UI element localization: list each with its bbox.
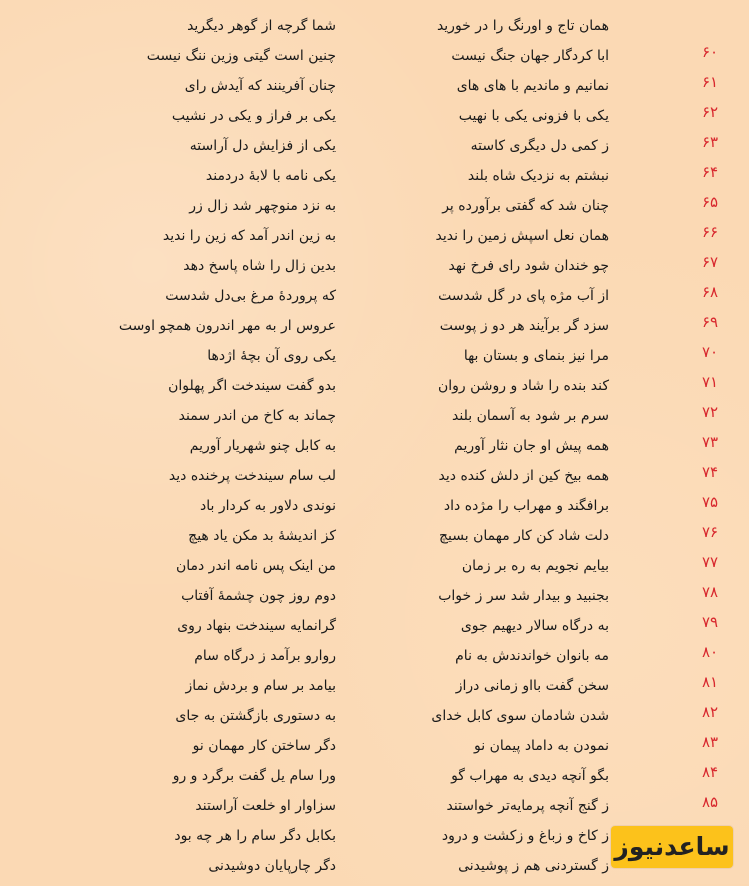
verse-number: ۸۴ — [701, 763, 719, 781]
first-hemistich: روارو برآمد ز درگاه سام — [194, 648, 336, 664]
second-hemistich: شدن شادمان سوی کابل خدای — [431, 708, 609, 724]
verse-number: ۸۰ — [701, 643, 719, 661]
verse-row — [0, 103, 749, 136]
second-hemistich: همه پیش او جان نثار آوریم — [454, 438, 609, 454]
second-hemistich: مه بانوان خواندندش به نام — [455, 648, 609, 664]
verse-row — [0, 16, 749, 46]
verse-number: ۷۷ — [701, 553, 719, 571]
verse-number: ۷۶ — [701, 523, 719, 541]
verse-number: ۶۵ — [701, 193, 719, 211]
verse-number: ۶۷ — [701, 253, 719, 271]
second-hemistich: ز گستردنی هم ز پوشیدنی — [458, 858, 609, 874]
first-hemistich: یکی روی آن بچهٔ اژدها — [207, 348, 336, 364]
first-hemistich: به کابل چنو شهریار آوریم — [189, 438, 336, 454]
verse-row — [0, 523, 749, 556]
second-hemistich: سرم بر شود به آسمان بلند — [452, 408, 609, 424]
verse-row — [0, 343, 749, 376]
verse-row — [0, 133, 749, 166]
second-hemistich: ابا کردگار جهان جنگ نیست — [451, 48, 609, 64]
verse-number: ۶۲ — [701, 103, 719, 121]
first-hemistich: کز اندیشهٔ بد مکن یاد هیچ — [188, 528, 336, 544]
second-hemistich: نمانیم و ماندیم با های های — [456, 78, 609, 94]
second-hemistich: بگو آنچه دیدی به مهراب گو — [451, 768, 609, 784]
verse-row — [0, 163, 749, 196]
verse-row — [0, 553, 749, 586]
verse-number: ۸۲ — [701, 703, 719, 721]
verse-number: ۸۳ — [701, 733, 719, 751]
second-hemistich: ز کاخ و زباغ و زکشت و درود — [441, 828, 609, 844]
verse-row — [0, 793, 749, 826]
verse-row — [0, 673, 749, 706]
verse-number: ۶۰ — [701, 43, 719, 61]
verse-row — [0, 583, 749, 616]
verse-number: ۷۹ — [701, 613, 719, 631]
verse-number: ۶۸ — [701, 283, 719, 301]
verse-number: ۶۴ — [701, 163, 719, 181]
first-hemistich: چنان آفرینند که آیدش رای — [184, 78, 336, 94]
first-hemistich: چماند به کاخ من اندر سمند — [178, 408, 336, 424]
second-hemistich: نبشتم به نزدیک شاه بلند — [467, 168, 609, 184]
second-hemistich: از آب مژه پای در گل شدست — [438, 288, 609, 304]
verse-row — [0, 493, 749, 526]
verse-number: ۷۱ — [701, 373, 719, 391]
first-hemistich: به نزد منوچهر شد زال زر — [189, 198, 336, 214]
verse-row — [0, 313, 749, 346]
first-hemistich: عروس ار به مهر اندرون همچو اوست — [118, 318, 336, 334]
first-hemistich: بیامد بر سام و بردش نماز — [185, 678, 336, 694]
verse-row — [0, 433, 749, 466]
first-hemistich: دگر ساختن کار مهمان نو — [192, 738, 336, 754]
verse-number: ۷۳ — [701, 433, 719, 451]
first-hemistich: شما گرچه از گوهر دیگرید — [187, 18, 336, 34]
first-hemistich: دوم روز چون چشمهٔ آفتاب — [181, 588, 336, 604]
verse-number: ۷۴ — [701, 463, 719, 481]
second-hemistich: یکی با فزونی یکی با نهیب — [458, 108, 609, 124]
second-hemistich: ز کمی دل دیگری کاسته — [470, 138, 609, 154]
verse-row — [0, 193, 749, 226]
first-hemistich: دگر چارپایان دوشیدنی — [208, 858, 336, 874]
verse-row — [0, 73, 749, 106]
verse-number: ۶۱ — [701, 73, 719, 91]
second-hemistich: چو خندان شود رای فرخ نهد — [448, 258, 609, 274]
first-hemistich: سزاوار او خلعت آراستند — [195, 798, 336, 814]
first-hemistich: به زین اندر آمد که زین را ندید — [162, 228, 336, 244]
logo-text: ساعدنیوز — [614, 832, 730, 861]
second-hemistich: بیایم نجویم به ره بر زمان — [461, 558, 609, 574]
verse-number: ۶۶ — [701, 223, 719, 241]
verse-row — [0, 703, 749, 736]
second-hemistich: برافگند و مهراب را مژده داد — [443, 498, 609, 514]
verse-row — [0, 763, 749, 796]
verse-row — [0, 733, 749, 766]
verse-row — [0, 373, 749, 406]
verse-number: ۷۲ — [701, 403, 719, 421]
verse-number: ۷۰ — [701, 343, 719, 361]
second-hemistich: همان تاج و اورنگ را در خورید — [436, 18, 609, 34]
second-hemistich: کند بنده را شاد و روشن روان — [438, 378, 609, 394]
verse-number: ۸۱ — [701, 673, 719, 691]
first-hemistich: گرانمایه سیندخت بنهاد روی — [177, 618, 336, 634]
first-hemistich: من اینک پس نامه اندر دمان — [175, 558, 336, 574]
second-hemistich: بجنبید و بیدار شد سر ز خواب — [438, 588, 609, 604]
second-hemistich: ز گنج آنچه پرمایه‌تر خواستند — [446, 798, 609, 814]
first-hemistich: بکابل دگر سام را هر چه بود — [174, 828, 336, 844]
first-hemistich: به دستوری بازگشتن به جای — [175, 708, 336, 724]
first-hemistich: بدو گفت سیندخت اگر پهلوان — [168, 378, 336, 394]
verse-row — [0, 403, 749, 436]
first-hemistich: یکی نامه با لابهٔ دردمند — [205, 168, 336, 184]
verse-row — [0, 283, 749, 316]
verse-row — [0, 463, 749, 496]
verse-number: ۷۵ — [701, 493, 719, 511]
first-hemistich: لب سام سیندخت پرخنده دید — [168, 468, 336, 484]
first-hemistich: ورا سام یل گفت برگرد و رو — [172, 768, 336, 784]
first-hemistich: یکی بر فراز و یکی در نشیب — [171, 108, 336, 124]
verse-number: ۶۳ — [701, 133, 719, 151]
verse-row — [0, 613, 749, 646]
verse-number: ۸۵ — [701, 793, 719, 811]
site-logo[interactable] — [611, 826, 733, 868]
verse-row — [0, 223, 749, 256]
verse-row — [0, 643, 749, 676]
second-hemistich: مرا نیز بنمای و بستان بها — [463, 348, 609, 364]
second-hemistich: دلت شاد کن کار مهمان بسیچ — [439, 528, 609, 544]
verse-number: ۶۹ — [701, 313, 719, 331]
second-hemistich: چنان شد که گفتی برآورده پر — [442, 198, 609, 214]
first-hemistich: که پروردهٔ مرغ بی‌دل شدست — [165, 288, 336, 304]
second-hemistich: سخن گفت بااو زمانی دراز — [455, 678, 609, 694]
first-hemistich: نوندی دلاور به کردار باد — [200, 498, 336, 514]
verse-number: ۷۸ — [701, 583, 719, 601]
first-hemistich: یکی از فزایش دل آراسته — [189, 138, 336, 154]
first-hemistich: بدین زال را شاه پاسخ دهد — [183, 258, 336, 274]
second-hemistich: سزد گر برآیند هر دو ز پوست — [439, 318, 609, 334]
first-hemistich: چنین است گیتی وزین ننگ نیست — [146, 48, 336, 64]
second-hemistich: همه بیخ کین از دلش کنده دید — [438, 468, 609, 484]
second-hemistich: همان نعل اسپش زمین را ندید — [435, 228, 609, 244]
verse-row — [0, 253, 749, 286]
second-hemistich: نمودن به داماد پیمان نو — [474, 738, 609, 754]
verse-row — [0, 43, 749, 76]
second-hemistich: به درگاه سالار دیهیم جوی — [460, 618, 609, 634]
